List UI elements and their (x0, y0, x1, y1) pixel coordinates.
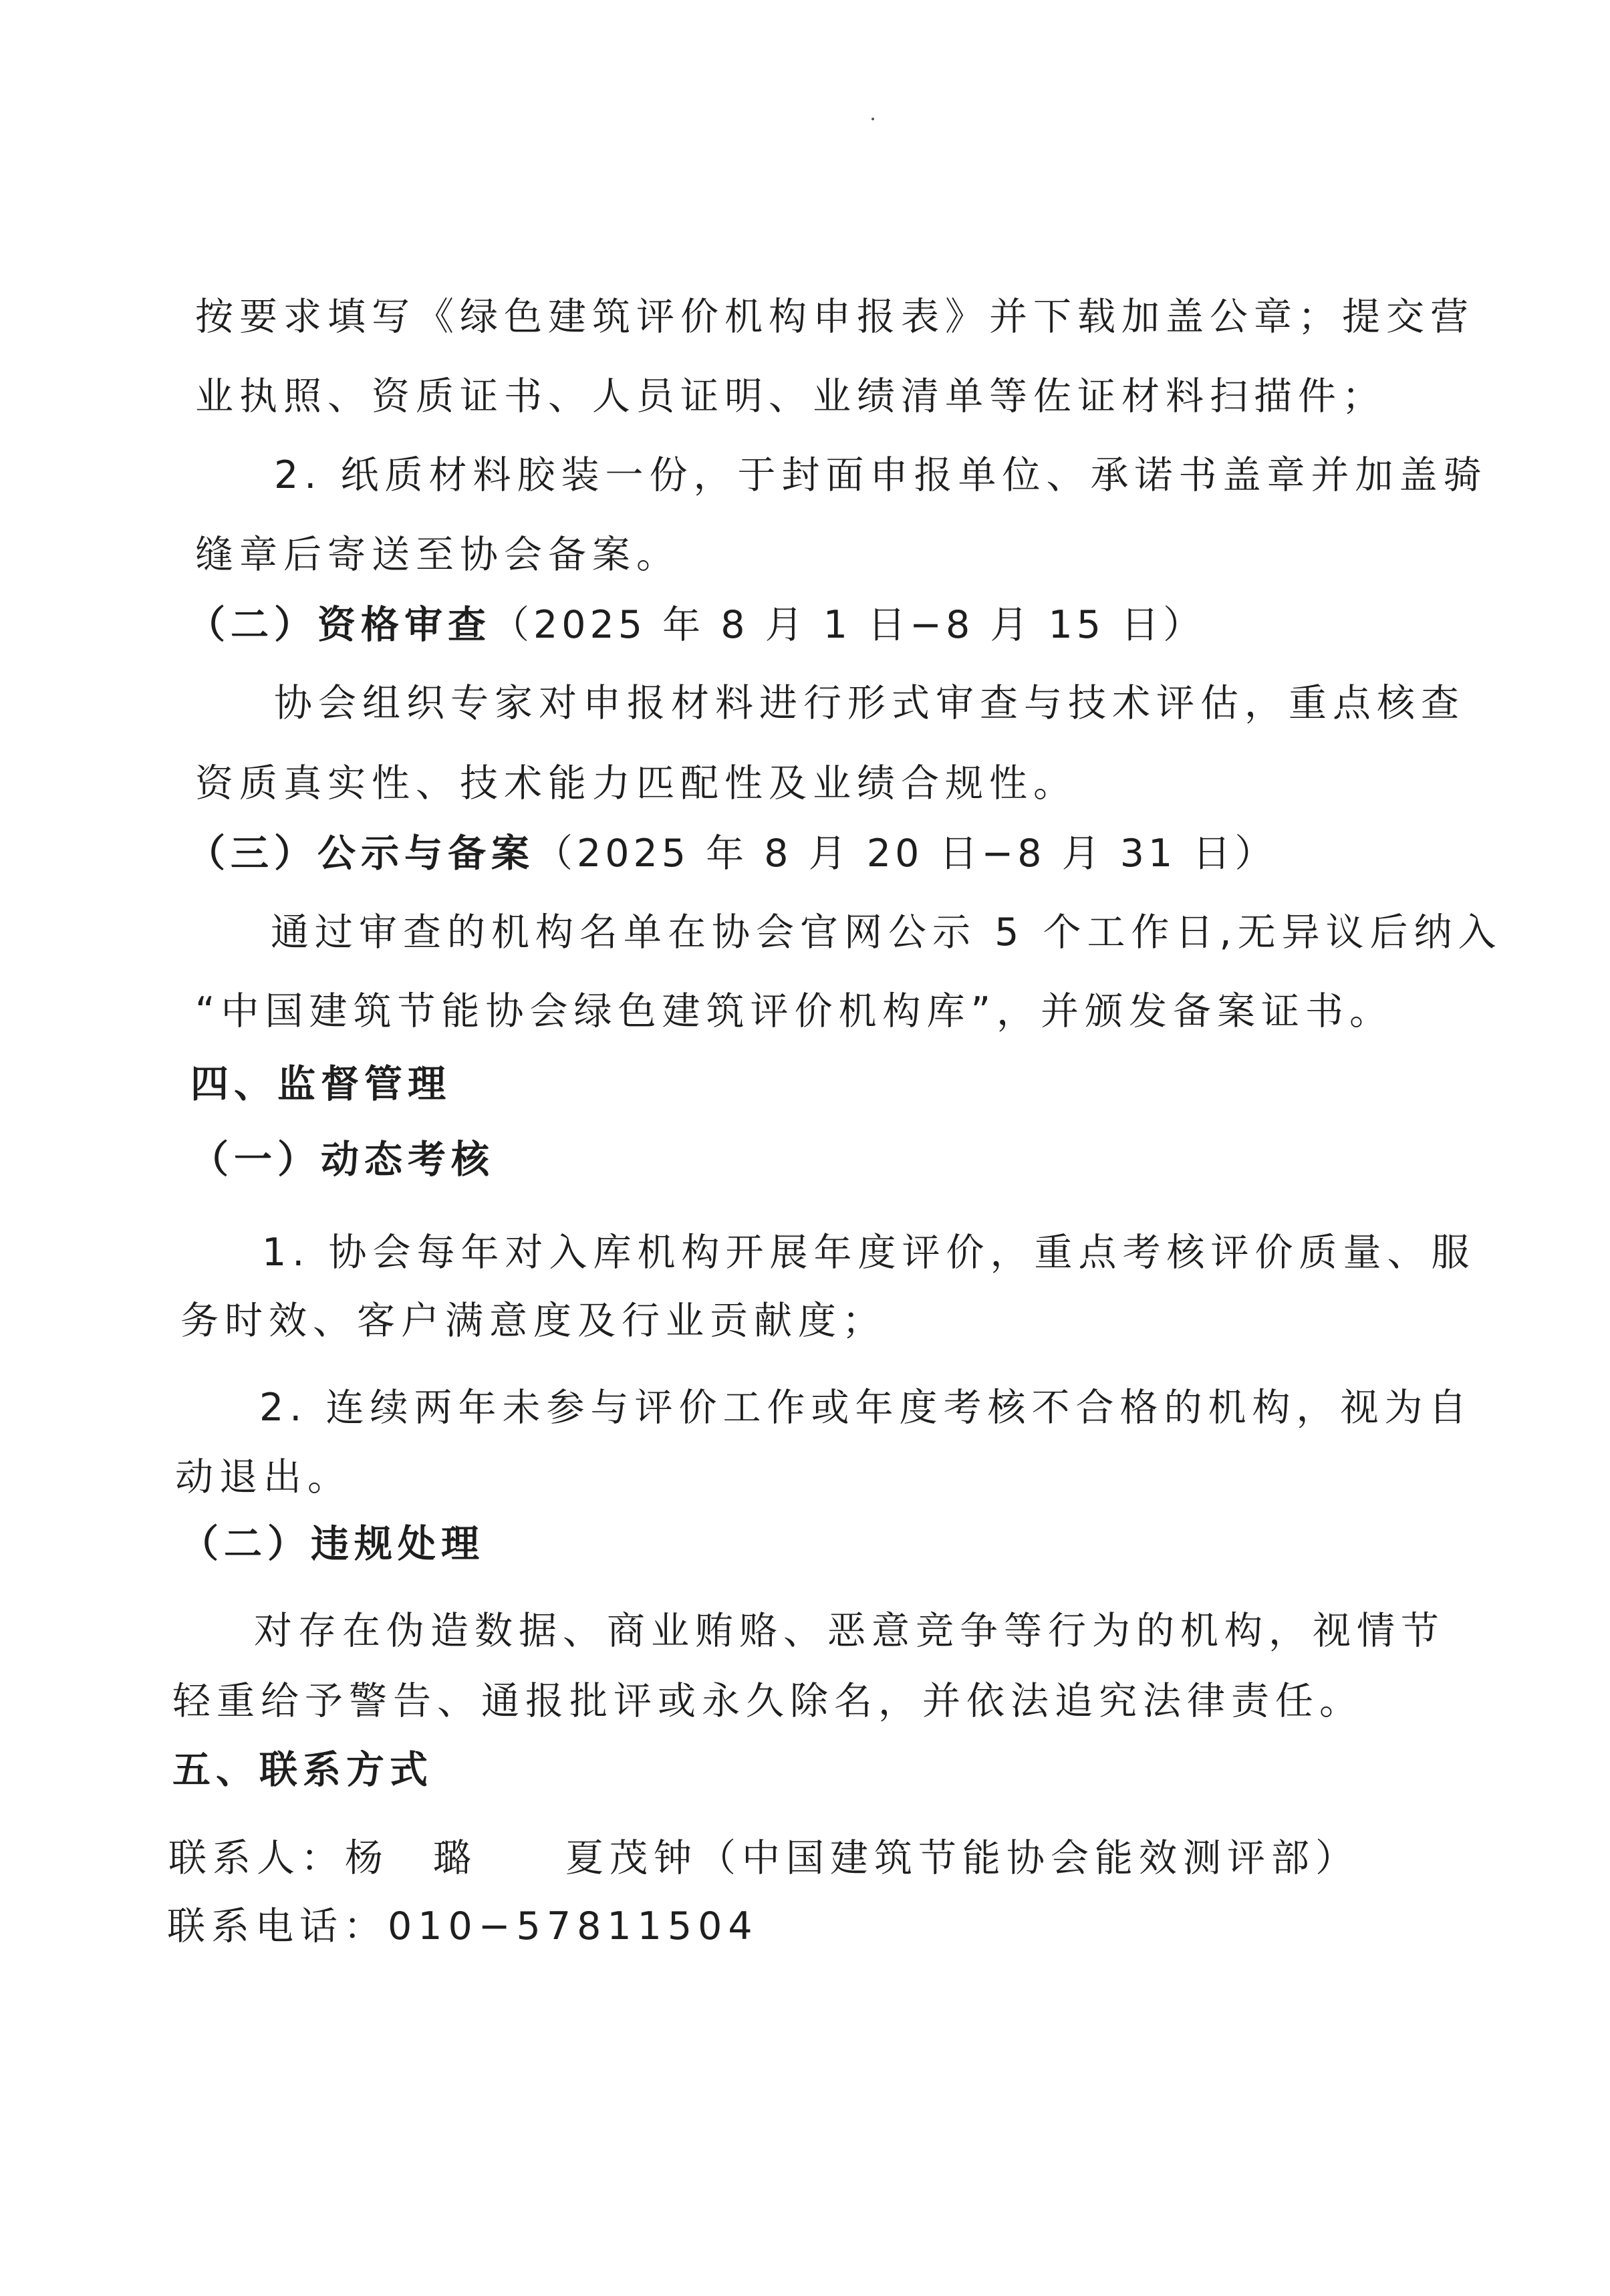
contact-people: 联系人：杨 璐 夏茂钟（中国建筑节能协会能效测评部） (168, 1836, 1359, 1880)
paragraph-line: 业执照、资质证书、人员证明、业绩清单等佐证材料扫描件； (195, 374, 1386, 418)
section-heading-assessment: （一）动态考核 (190, 1138, 495, 1182)
paragraph-line: 务时效、客户满意度及行业贡献度； (180, 1299, 886, 1343)
paragraph-line: 按要求填写《绿色建筑评价机构申报表》并下载加盖公章；提交营 (195, 295, 1474, 339)
paragraph-line: 2. 纸质材料胶装一份，于封面申报单位、承诺书盖章并加盖骑 (274, 453, 1488, 497)
paragraph-line: 协会组织专家对申报材料进行形式审查与技术评估，重点核查 (274, 681, 1465, 725)
scan-speck (871, 118, 874, 120)
paragraph-line: 资质真实性、技术能力匹配性及业绩合规性。 (195, 761, 1077, 805)
section-heading-qualification (187, 598, 1205, 652)
paragraph-line: “中国建筑节能协会绿色建筑评价机构库”，并颁发备案证书。 (195, 989, 1394, 1033)
section-heading-supervision: 四、监督管理 (190, 1062, 451, 1106)
section-heading-publicity (187, 827, 1277, 880)
contact-phone: 联系电话：010−57811504 (167, 1904, 759, 1948)
section-heading-violation: （二）违规处理 (180, 1522, 485, 1566)
paragraph-line: 轻重给予警告、通报批评或永久除名，并依法追究法律责任。 (172, 1679, 1363, 1723)
heading-dates: （2025 年 8 月 20 日−8 月 31 日） (535, 832, 1277, 876)
section-heading-contact: 五、联系方式 (172, 1748, 433, 1792)
paragraph-line: 通过审查的机构名单在协会官网公示 5 个工作日,无异议后纳入 (271, 910, 1502, 954)
paragraph-line: 缝章后寄送至协会备案。 (195, 533, 680, 577)
heading-title: （三）公示与备案 (187, 832, 535, 876)
heading-title: （二）资格审查 (187, 603, 491, 647)
paragraph-line: 对存在伪造数据、商业贿赂、恶意竞争等行为的机构，视情节 (254, 1609, 1445, 1653)
paragraph-line: 2. 连续两年未参与评价工作或年度考核不合格的机构，视为自 (259, 1386, 1473, 1430)
paragraph-line: 1. 协会每年对入库机构开展年度评价，重点考核评价质量、服 (262, 1231, 1476, 1275)
paragraph-line: 动退出。 (175, 1455, 352, 1499)
heading-dates: （2025 年 8 月 1 日−8 月 15 日） (491, 603, 1206, 647)
